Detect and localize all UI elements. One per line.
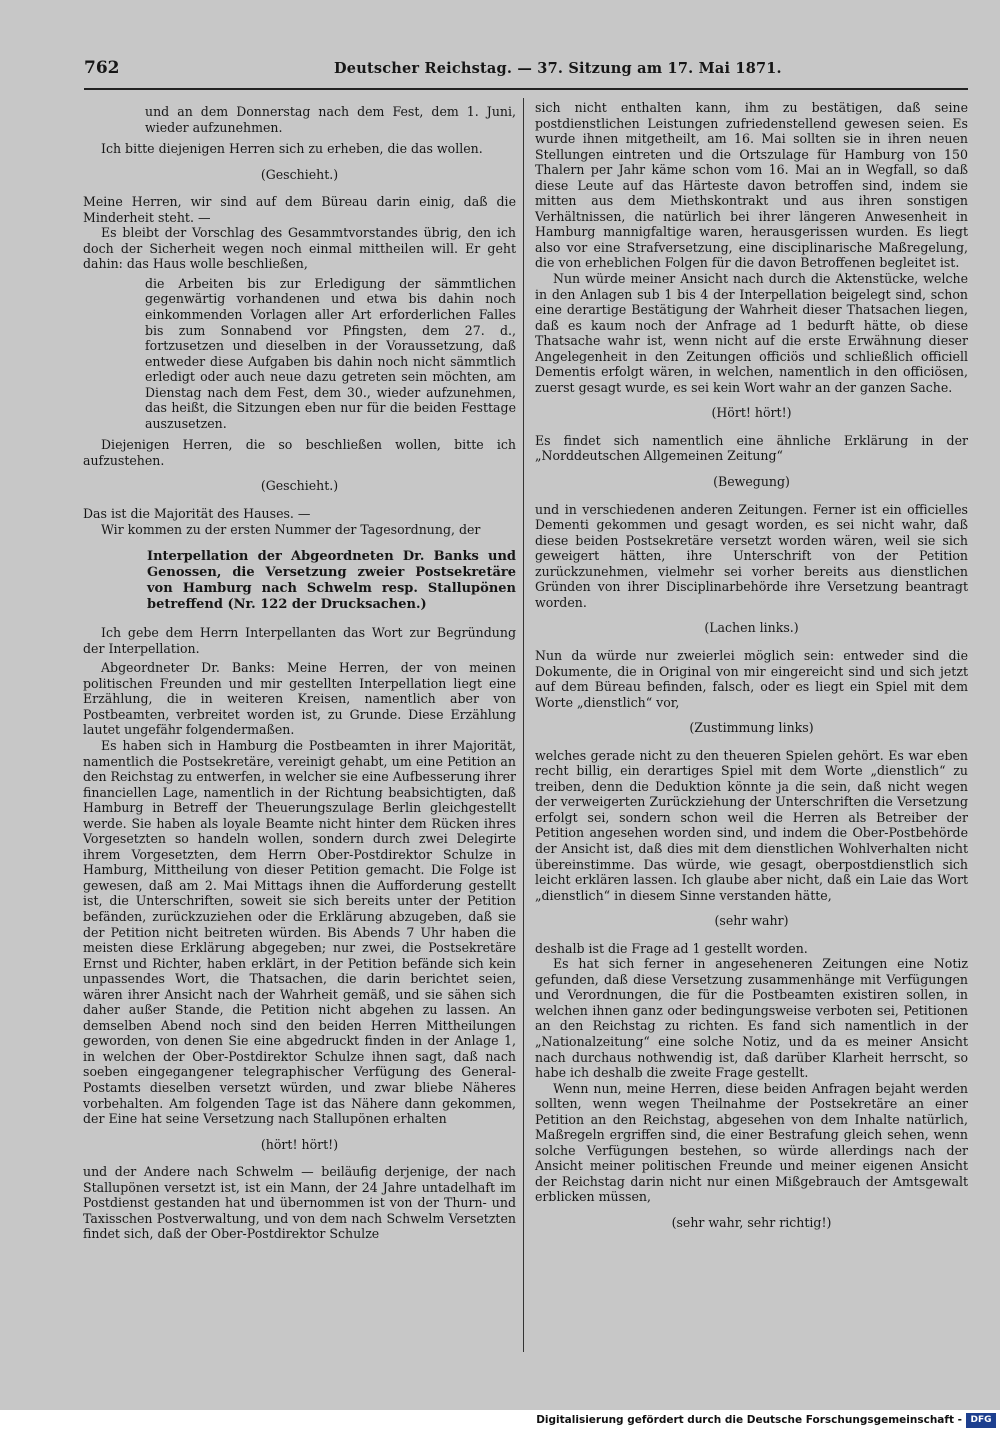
paragraph: Ich gebe dem Herrn Interpellanten das Wort zur Begründung der Interpellation. [83, 625, 516, 656]
paragraph: Wir kommen zu der ersten Nummer der Tagesordnung, der [101, 521, 481, 537]
interjection: (Zustimmung links) [689, 720, 814, 736]
interjection: (hört! hört!) [260, 1136, 339, 1152]
paragraph: Nun da würde nur zweierlei möglich sein: entweder sind die Dokumente, die in Original von mir eingereicht sind und sich jetzt auf dem Büreau befinden, falsch, oder es liegt ein Spiel mit dem Worte „dienstlich“ vor, [535, 647, 968, 710]
paragraph: Meine Herren, wir sind auf dem Büreau darin einig, daß die Minderheit steht. — [83, 194, 516, 225]
interjection: (Geschieht.) [260, 166, 339, 182]
interjection: (Bewegung) [713, 474, 790, 490]
paragraph: Ich bitte diejenigen Herren sich zu erheben, die das wollen. [101, 141, 483, 157]
right-column [535, 100, 968, 1243]
paragraph: Das ist die Majorität des Hauses. — [83, 506, 311, 522]
column-divider [523, 98, 524, 1352]
left-column [83, 100, 516, 1242]
page-header [84, 58, 930, 86]
paragraph: Es bleibt der Vorschlag des Gesammtvorstandes übrig, den ich doch der Sicherheit wegen noch einmal mittheilen will. Er geht dahin: das Haus wolle beschließen, [83, 225, 516, 272]
footer [0, 1410, 1000, 1432]
interjection: (sehr wahr, sehr richtig!) [671, 1215, 832, 1230]
paragraph: Wenn nun, meine Herren, diese beiden Anfragen bejaht werden sollten, wenn wegen Theilnahme der Postsekretäre an einer Petition an den Reichstag, abgesehen von dem Inhalte natürlich, Maßregeln ergriffen sind, die einer Bestrafung gleich sehen, wenn solche Verfügungen bestehen, so würde allerdings nach der Ansicht meiner politischen Freunde und meiner eigenen Ansicht der Reichstag darin nicht nur einen Mißgebrauch der Amtsgewalt erblicken müssen, [535, 1080, 968, 1205]
interjection: (Hört! hört!) [711, 405, 792, 421]
header-rule [84, 88, 968, 90]
paragraph: Diejenigen Herren, die so beschließen wollen, bitte ich aufzustehen. [83, 437, 516, 468]
interjection: (Lachen links.) [704, 620, 799, 636]
paragraph: deshalb ist die Frage ad 1 gestellt worden. [535, 940, 808, 956]
quoted-motion: und an dem Donnerstag nach dem Fest, dem 1. Juni, wieder aufzunehmen. [145, 104, 516, 135]
paragraph: und der Andere nach Schwelm — beiläufig derjenige, der nach Stallupönen versetzt ist, ist ein Mann, der 24 Jahre untadelhaft im Postdienst gestanden hat und übernommen ist von der Thurn- und Taxisschen Postverwaltung, und von dem nach Schwelm Versetzten findet sich, daß der Ober-Postdirektor Schulze [83, 1164, 516, 1242]
paragraph: Es hat sich ferner in angeseheneren Zeitungen eine Notiz gefunden, daß diese Versetzung zusammenhänge mit Verfügungen und Verordnungen, die für die Postbeamten existiren sollen, in welchen ihnen ganz oder bedingungsweise verboten sei, Petitionen an den Reichstag zu richten. Es fand sich namentlich in der „Nationalzeitung“ eine solche Notiz, und da es meiner Ansicht nach durchaus nothwendig ist, daß darüber Klarheit herrscht, so habe ich deshalb die zweite Frage gestellt. [535, 956, 968, 1081]
paragraph: welches gerade nicht zu den theueren Spielen gehört. Es war eben recht billig, ein derartiges Spiel mit dem Worte „dienstlich“ zu treiben, denn die Deduktion könnte ja die sein, daß nicht wegen der verweigerten Zurückziehung der Unterschriften die Versetzung erfolgt sei, sondern schon weil die Herren als Betreiber der Petition angesehen worden sind, und indem die Ober-Postbehörde der Ansicht ist, daß dies mit dem dienstlichen Wohlverhalten nicht übereinstimme. Das würde, wie gesagt, oberpostdienstlich sich leicht erklären lassen. Ich glaube aber nicht, daß ein Laie das Wort „dienstlich“ in diesem Sinne verstanden hätte, [535, 747, 968, 903]
paragraph: und in verschiedenen anderen Zeitungen. Ferner ist ein officielles Dementi gekommen und gesagt worden, es sei nicht wahr, daß diese beiden Postsekretäre versetzt worden wären, weil sie sich geweigert hätten, ihre Unterschrift von der Petition zurückzunehmen, vielmehr sei vorher bereits aus dienstlichen Gründen von ihrer Disciplinarbehörde ihre Versetzung beantragt worden. [535, 501, 968, 610]
paragraph: Abgeordneter Dr. Banks: Meine Herren, der von meinen politischen Freunden und mir gestellten Interpellation liegt eine Erzählung, die in weiteren Kreisen, namentlich aber von Postbeamten, verbreitet worden ist, zu Grunde. Diese Erzählung lautet ungefähr folgendermaßen. [83, 660, 516, 738]
interjection: (Geschieht.) [260, 478, 339, 494]
paragraph: Nun würde meiner Ansicht nach durch die Aktenstücke, welche in den Anlagen sub 1 bis 4 der Interpellation beigelegt sind, schon eine derartige Bestätigung der Wahrheit dieser Thatsachen liegen, daß es kaum noch der Anfrage ad 1 bedurft hätte, ob diese Thatsache wahr ist, wenn nicht auf die erste Erwähnung dieser Angelegenheit in den Zeitungen officiös und schließlich officiell Dementis erfolgt wären, in welchen, namentlich in den officiösen, zuerst gesagt wurde, es sei kein Wort wahr an der ganzen Sache. [535, 271, 968, 395]
agenda-item: Interpellation der Abgeordneten Dr. Banks und Genossen, die Versetzung zweier Postsekretäre von Hamburg nach Schwelm resp. Stallupönen betreffend (Nr. 122 der Drucksachen.) [147, 549, 516, 613]
running-head: Deutscher Reichstag. — 37. Sitzung am 17. Mai 1871. [334, 60, 782, 77]
footer-credit: Digitalisierung gefördert durch die Deutsche Forschungsgemeinschaft - [536, 1414, 962, 1426]
interjection: (sehr wahr) [714, 913, 789, 929]
paragraph: Es haben sich in Hamburg die Postbeamten in ihrer Majorität, namentlich die Postsekretäre, vereinigt gehabt, um eine Petition an den Reichstag zu entwerfen, in welcher sie eine Aufbesserung ihrer financiellen Lage, namentlich in der Richtung beabsichtigten, daß Hamburg in Betreff der Theuerungszulage Berlin gleichgestellt werde. Sie haben als loyale Beamte nicht hinter dem Rücken ihres Vorgesetzten so handeln wollen, sondern durch zwei Delegirte ihrem Vorgesetzten, dem Herrn Ober-Postdirektor Schulze in Hamburg, Mittheilung von dieser Petition gemacht. Die Folge ist gewesen, daß am 2. Mai Mittags ihnen die Aufforderung gestellt ist, die Unterschriften, soweit sie sich bereits unter der Petition befänden, zurückzuziehen oder die Erklärung abzugeben, daß sie der Petition nicht beitreten würden. Bis Abends 7 Uhr haben die meisten diese Erklärung abgegeben; nur zwei, die Postsekretäre Ernst und Richter, haben erklärt, in der Petition befände sich kein unpassendes Wort, die Thatsachen, die darin berichtet seien, wären ihrer Ansicht nach der Wahrheit gemäß, und sie sähen sich daher außer Stande, die Petition nicht abgehen zu lassen. An demselben Abend noch sind den beiden Herren Mittheilungen geworden, von denen Sie eine abgedruckt finden in der Anlage 1, in welchen der Ober-Postdirektor Schulze ihnen sagt, daß nach soeben eingegangener telegraphischer Verfügung des General-Postamts dieselben versetzt würden, und zwar bliebe Näheres vorbehalten. Am folgenden Tage ist das Nähere dann gekommen, der Eine hat seine Versetzung nach Stallupönen erhalten [83, 737, 516, 1127]
page-number: 762 [84, 58, 120, 78]
paragraph: Es findet sich namentlich eine ähnliche Erklärung in der „Norddeutschen Allgemeinen Zeitung“ [535, 432, 968, 464]
paragraph: sich nicht enthalten kann, ihm zu bestätigen, daß seine postdienstlichen Leistungen zufriedenstellend gewesen seien. Es wurde ihnen mitgetheilt, am 16. Mai sollten sie in ihren neuen Stellungen eintreten und die Ortszulage für Hamburg von 150 Thalern per Jahr käme schon vom 16. Mai an in Wegfall, so daß diese Leute auf das Härteste davon betroffen sind, indem sie mitten aus dem Miethskontrakt und aus ihren sonstigen Verhältnissen, die natürlich bei ihrer längeren Anwesenheit in Hamburg mannigfaltige waren, herausgerissen wurden. Es liegt also vor eine Strafversetzung, eine disciplinarische Maßregelung, die von erheblichen Folgen für die davon Betroffenen begleitet ist. [535, 100, 968, 271]
quoted-motion: die Arbeiten bis zur Erledigung der sämmtlichen gegenwärtig vorhandenen und etwa bis dahin noch einkommenden Vorlagen aller Art erforderlichen Falles bis zum Sonnabend vor Pfingsten, dem 27. d., fortzusetzen und dieselben in der Voraussetzung, daß entweder diese Aufgaben bis dahin noch nicht sämmtlich erledigt oder auch neue dazu getreten sein möchten, am Dienstag nach dem Fest, dem 30., wieder aufzunehmen, das heißt, die Sitzungen eben nur für die beiden Festtage auszusetzen. [145, 275, 516, 431]
dfg-logo: DFG [966, 1413, 996, 1428]
